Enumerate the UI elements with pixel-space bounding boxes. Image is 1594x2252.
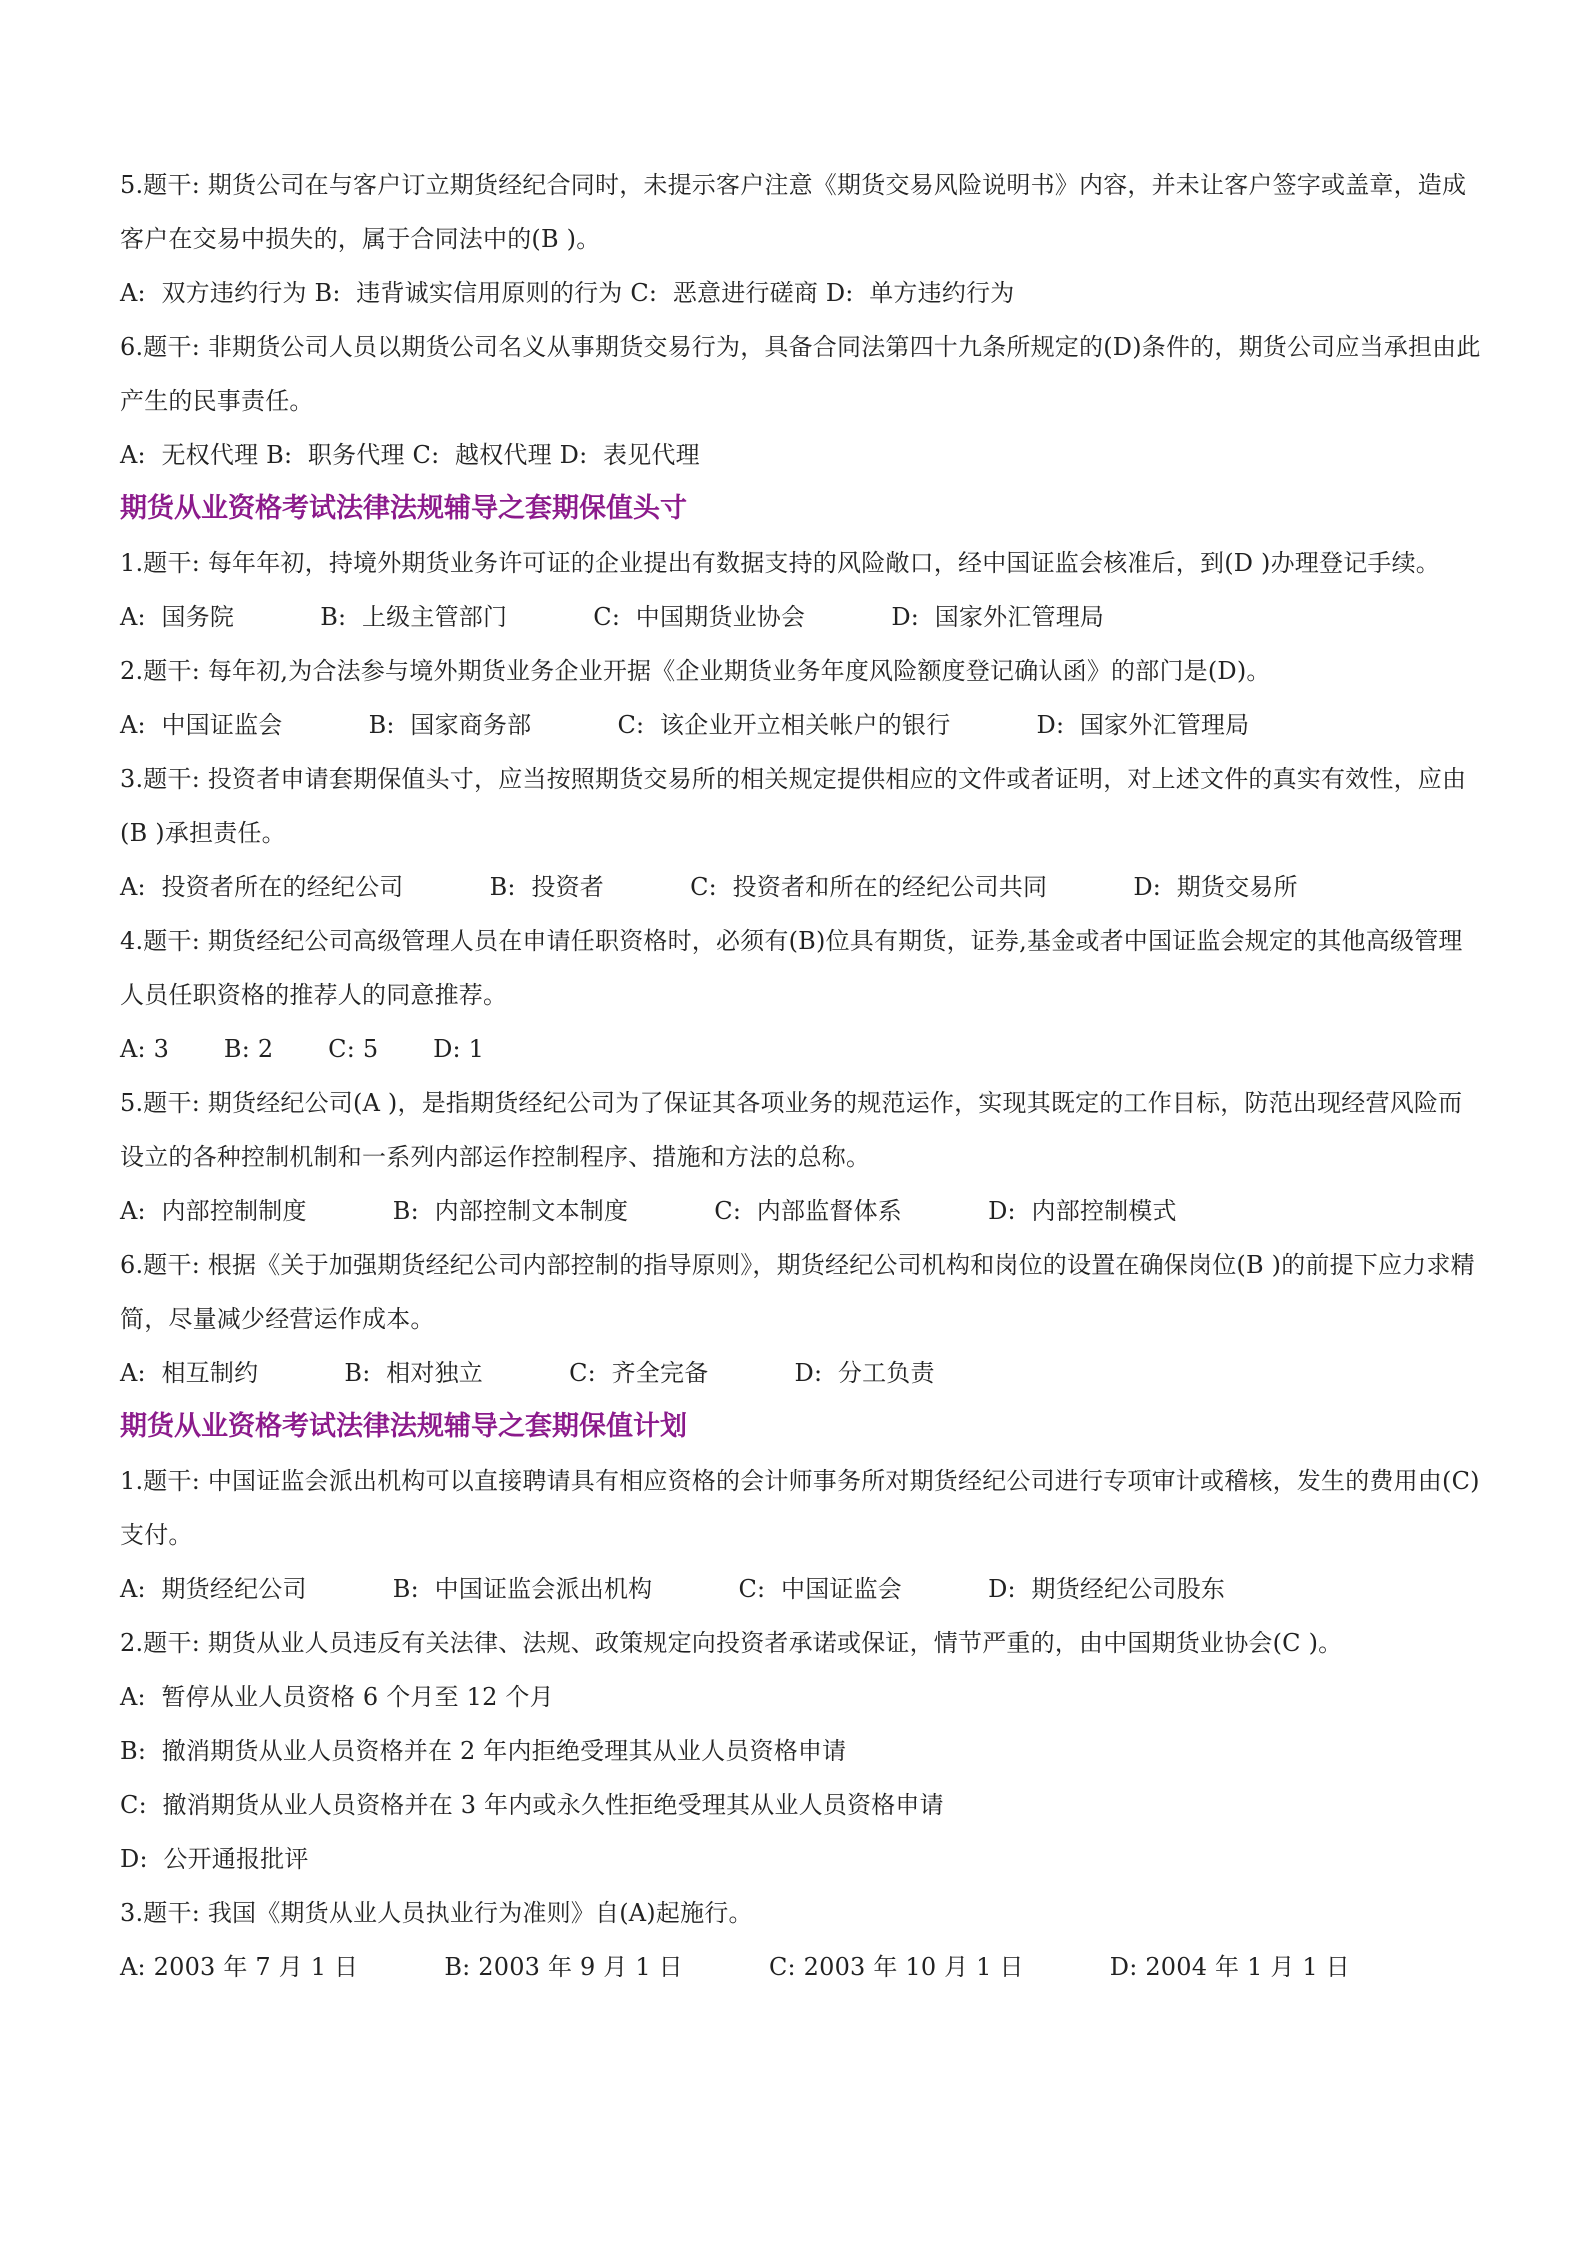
section-heading: 期货从业资格考试法律法规辅导之套期保值头寸 bbox=[120, 493, 687, 524]
question-options: A: 2003 年 7 月 1 日 B: 2003 年 9 月 1 日 C: 2003 年 10 月 1 日 D: 2004 年 1 月 1 日 bbox=[120, 1953, 1350, 1981]
question-options: A: 内部控制制度 B: 内部控制文本制度 C: 内部监督体系 D: 内部控制模式 bbox=[120, 1197, 1177, 1225]
document-page bbox=[120, 158, 1485, 1994]
option-a: A: 暂停从业人员资格 6 个月至 12 个月 bbox=[120, 1683, 554, 1711]
question-text: 3.题干: 投资者申请套期保值头寸，应当按照期货交易所的相关规定提供相应的文件或者证明，对上述文件的真实有效性，应由(B )承担责任。 bbox=[120, 765, 1467, 847]
question-text: 5.题干: 期货公司在与客户订立期货经纪合同时，未提示客户注意《期货交易风险说明书》内容，并未让客户签字或盖章，造成客户在交易中损失的，属于合同法中的(B )。 bbox=[120, 171, 1467, 253]
question-text: 2.题干: 每年初,为合法参与境外期货业务企业开据《企业期货业务年度风险额度登记确认函》的部门是(D)。 bbox=[120, 657, 1271, 685]
question-text: 2.题干: 期货从业人员违反有关法律、法规、政策规定向投资者承诺或保证，情节严重的，由中国期货业协会(C )。 bbox=[120, 1629, 1343, 1657]
question-text: 1.题干: 每年年初，持境外期货业务许可证的企业提出有数据支持的风险敞口，经中国证监会核准后，到(D )办理登记手续。 bbox=[120, 549, 1441, 577]
question-text: 6.题干: 根据《关于加强期货经纪公司内部控制的指导原则》，期货经纪公司机构和岗位的设置在确保岗位(B )的前提下应力求精简，尽量减少经营运作成本。 bbox=[120, 1251, 1475, 1333]
question-text: 1.题干: 中国证监会派出机构可以直接聘请具有相应资格的会计师事务所对期货经纪公司进行专项审计或稽核，发生的费用由(C)支付。 bbox=[120, 1467, 1480, 1549]
question-options: A: 投资者所在的经纪公司 B: 投资者 C: 投资者和所在的经纪公司共同 D: 期货交易所 bbox=[120, 873, 1298, 901]
question-text: 6.题干: 非期货公司人员以期货公司名义从事期货交易行为，具备合同法第四十九条所规定的(D)条件的，期货公司应当承担由此产生的民事责任。 bbox=[120, 333, 1481, 415]
question-options: A: 相互制约 B: 相对独立 C: 齐全完备 D: 分工负责 bbox=[120, 1359, 935, 1387]
section-heading: 期货从业资格考试法律法规辅导之套期保值计划 bbox=[120, 1411, 687, 1442]
question-text: 5.题干: 期货经纪公司(A )，是指期货经纪公司为了保证其各项业务的规范运作，实现其既定的工作目标，防范出现经营风险而设立的各种控制机制和一系列内部运作控制程序、措施和方法的总称。 bbox=[120, 1089, 1463, 1171]
option-c: C: 撤消期货从业人员资格并在 3 年内或永久性拒绝受理其从业人员资格申请 bbox=[120, 1791, 944, 1819]
question-options: A: 期货经纪公司 B: 中国证监会派出机构 C: 中国证监会 D: 期货经纪公司股东 bbox=[120, 1575, 1226, 1603]
question-text: 4.题干: 期货经纪公司高级管理人员在申请任职资格时，必须有(B)位具有期货，证券,基金或者中国证监会规定的其他高级管理人员任职资格的推荐人的同意推荐。 bbox=[120, 927, 1463, 1009]
question-options: A: 双方违约行为 B: 违背诚实信用原则的行为 C: 恶意进行磋商 D: 单方违约行为 bbox=[120, 279, 1015, 307]
question-text: 3.题干: 我国《期货从业人员执业行为准则》自(A)起施行。 bbox=[120, 1899, 753, 1927]
question-options: A: 国务院 B: 上级主管部门 C: 中国期货业协会 D: 国家外汇管理局 bbox=[120, 603, 1105, 631]
option-d: D: 公开通报批评 bbox=[120, 1845, 309, 1873]
question-options: A: 3 B: 2 C: 5 D: 1 bbox=[120, 1035, 485, 1063]
question-options: A: 中国证监会 B: 国家商务部 C: 该企业开立相关帐户的银行 D: 国家外汇管理局 bbox=[120, 711, 1250, 739]
question-options: A: 无权代理 B: 职务代理 C: 越权代理 D: 表见代理 bbox=[120, 441, 700, 469]
option-b: B: 撤消期货从业人员资格并在 2 年内拒绝受理其从业人员资格申请 bbox=[120, 1737, 847, 1765]
